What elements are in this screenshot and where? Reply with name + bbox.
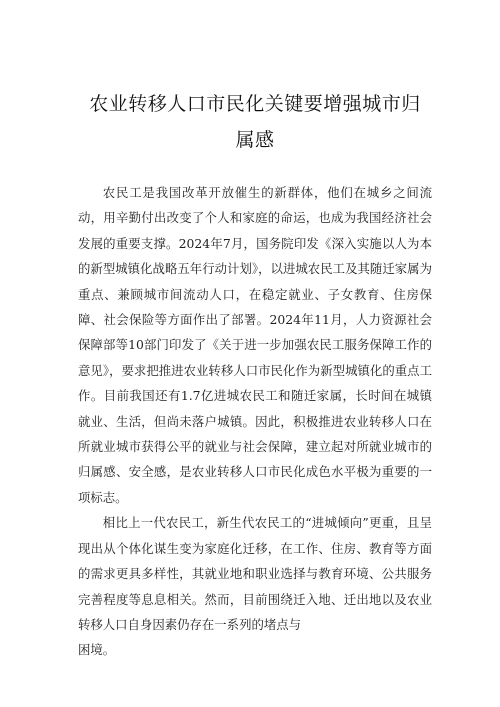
document-title: 农业转移人口市民化关键要增强城市归属感 [89,93,421,151]
document-body [78,180,432,663]
paragraph-2-continuation: 困境。 [78,642,116,658]
paragraph-1: 农民工是我国改革开放催生的新群体，他们在城乡之间流动，用辛勤付出改变了个人和家庭的命运，也成为我国经济社会发展的重要支撑。2024年7月，国务院印发《深入实施以人为本的新型城镇化战略五年行动计划》，以进城农民工及其随迁家属为重点、兼顾城市间流动人口，在稳定就业、子女教育、住房保障、社会保险等方面作出了部署。2024年11月，人力资源社会保障部等10部门印发了《关于进一步加强农民工服务保障工作的意见》，要求把推进农业转移人口市民化作为新型城镇化的重点工作。目前我国还有1.7亿进城农民工和随迁家属，长时间在城镇就业、生活，但尚未落户城镇。因此，积极推进农业转移人口在所就业城市获得公平的就业与社会保障，建立起对所就业城市的归属感、安全感，是农业转移人口市民化成色水平极为重要的一项标志。 [78,185,432,505]
paragraph-2: 相比上一代农民工，新生代农民工的“进城倾向”更重，且呈现出从个体化谋生变为家庭化迁移，在工作、住房、教育等方面的需求更具多样性，其就业地和职业选择与教育环境、公共服务完善程度等息息相关。然而，目前围绕迁入地、迁出地以及农业转移人口自身因素仍存在一系列的堵点与 [78,515,432,632]
